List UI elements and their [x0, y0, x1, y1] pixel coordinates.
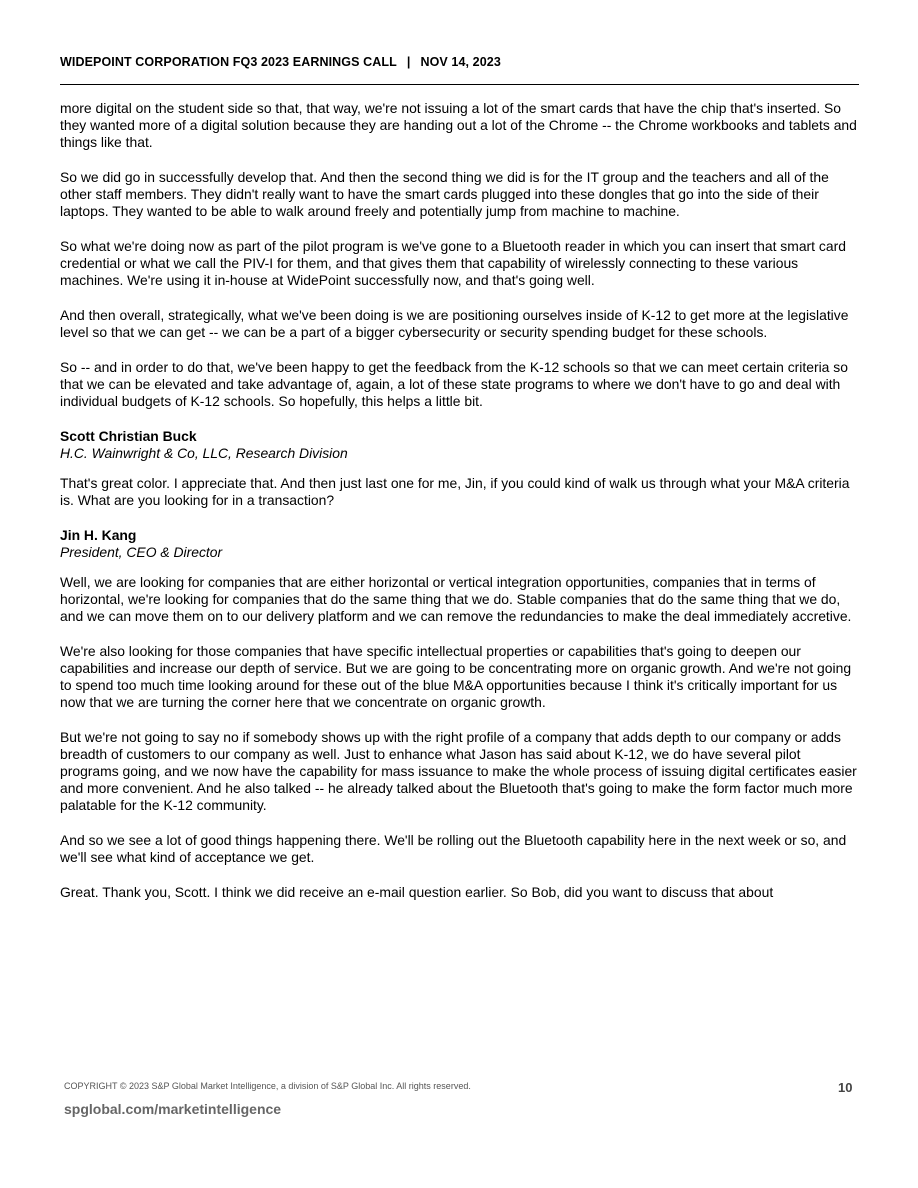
paragraph: That's great color. I appreciate that. And then just last one for me, Jin, if you could kind of walk us through what your M&A criteria is. What are you looking for in a transaction? — [60, 475, 850, 508]
footer-copyright: COPYRIGHT © 2023 S&P Global Market Intelligence, a division of S&P Global Inc. All rights reserved. — [64, 1081, 471, 1091]
page-header — [60, 55, 501, 69]
footer-site-link[interactable]: spglobal.com/marketintelligence — [64, 1101, 282, 1117]
speaker-name: Jin H. Kang — [60, 527, 137, 543]
paragraph: So we did go in successfully develop that. And then the second thing we did is for the IT group and the teachers and all of the other staff members. They didn't really want to have the smart cards plugged into these dongles that go into the side of their laptops. They wanted to be able to walk around freely and potentially jump from machine to machine. — [60, 169, 829, 219]
speaker-name: Scott Christian Buck — [60, 428, 197, 444]
paragraph: But we're not going to say no if somebody shows up with the right profile of a company that adds depth to our company or adds breadth of customers to our company as well. Just to enhance what Jason has said about K-12, we do have several pilot programs going, and we now have the capability for mass issuance to make the whole process of issuing digital certificates easier and more convenient. And he also talked -- he already talked about the Bluetooth that's going to make the form factor much more palatable for the K-12 community. — [60, 729, 857, 813]
paragraph: So -- and in order to do that, we've been happy to get the feedback from the K-12 schools so that we can meet certain criteria so that we can be elevated and take advantage of, again, a lot of these state programs to where we don't have to go and deal with individual budgets of K-12 schools. So hopefully, this helps a little bit. — [60, 359, 848, 409]
paragraph: We're also looking for those companies that have specific intellectual properties or capabilities that's going to deepen our capabilities and increase our depth of service. But we are going to be concentrating more on organic growth. And we're not going to spend too much time looking around for these out of the blue M&A opportunities because I think it's critically important for us now that we are turning the corner here that we concentrate on organic growth. — [60, 643, 852, 710]
header-date: NOV 14, 2023 — [420, 55, 501, 69]
paragraph: Well, we are looking for companies that are either horizontal or vertical integration opportunities, companies that in terms of horizontal, we're looking for companies that do the same thing that we do. Stable companies that do the same thing that we do, and we can move them on to our delivery platform and we can remove the redundancies to make the deal immediately accretive. — [60, 574, 852, 624]
paragraph: So what we're doing now as part of the pilot program is we've gone to a Bluetooth reader in which you can insert that smart card credential or what we call the PIV-I for them, and that gives them that capability of wirelessly connecting to these various machines. We're using it in-house at WidePoint successfully now, and that's going well. — [60, 238, 846, 288]
paragraph: Great. Thank you, Scott. I think we did receive an e-mail question earlier. So Bob, did you want to discuss that about — [60, 884, 774, 900]
speaker-role: President, CEO & Director — [60, 544, 223, 560]
page-number: 10 — [838, 1080, 853, 1095]
header-separator: | — [406, 55, 411, 69]
paragraph: And then overall, strategically, what we've been doing is we are positioning ourselves inside of K-12 to get more at the legislative level so that we can get -- we can be a part of a bigger cybersecurity or security spending budget for these schools. — [60, 307, 849, 340]
speaker-role: H.C. Wainwright & Co, LLC, Research Division — [60, 445, 348, 461]
paragraph: And so we see a lot of good things happening there. We'll be rolling out the Bluetooth capability here in the next week or so, and we'll see what kind of acceptance we get. — [60, 832, 847, 865]
paragraph: more digital on the student side so that, that way, we're not issuing a lot of the smart cards that have the chip that's inserted. So they wanted more of a digital solution because they are handing out a lot of the Chrome -- the Chrome workbooks and tablets and things like that. — [60, 100, 857, 150]
header-rule — [60, 84, 859, 85]
header-title: WIDEPOINT CORPORATION FQ3 2023 EARNINGS CALL — [60, 55, 397, 69]
transcript-body — [60, 100, 860, 919]
